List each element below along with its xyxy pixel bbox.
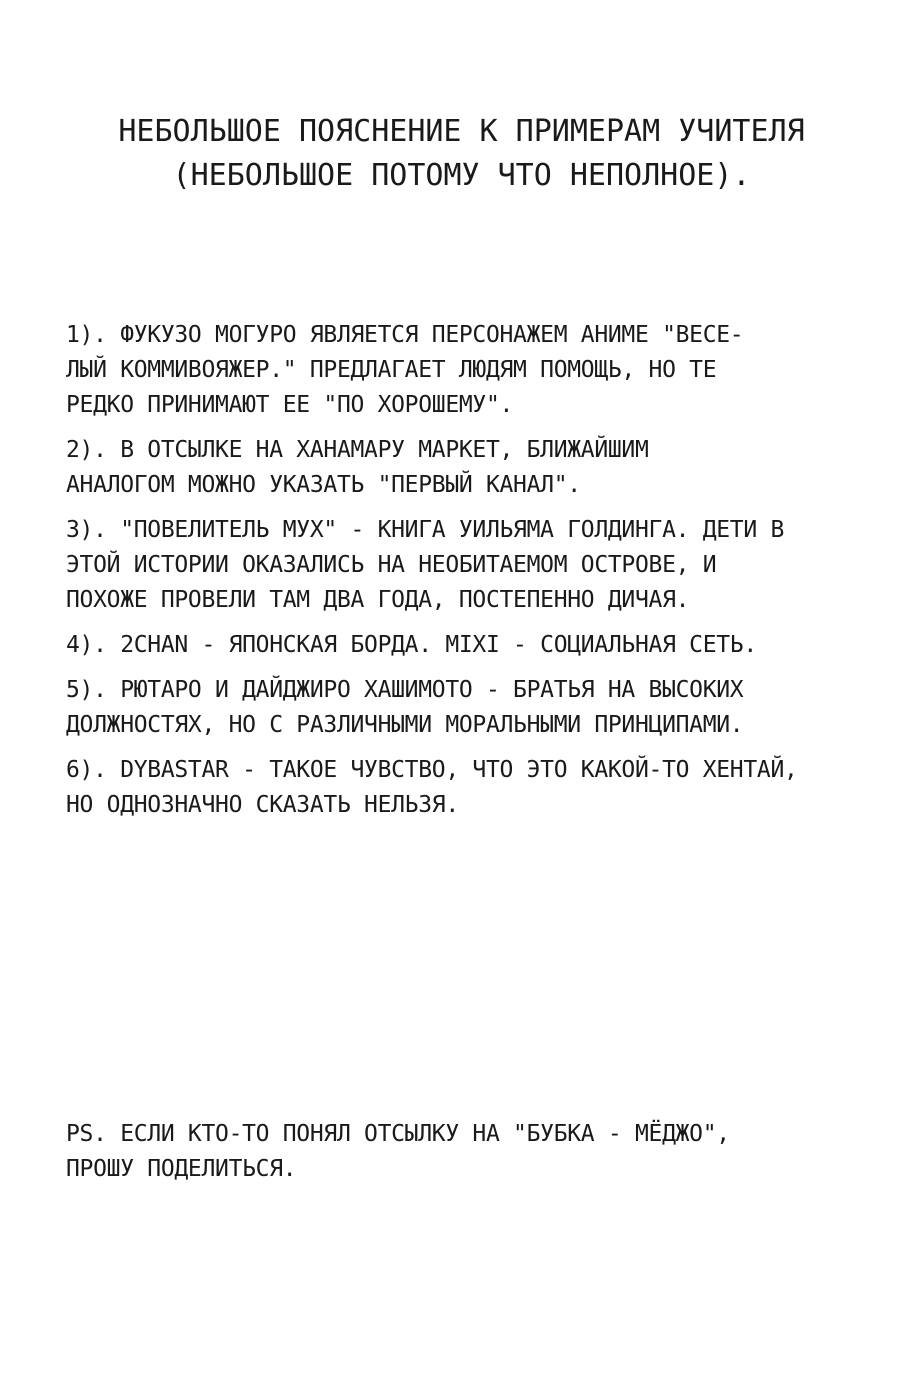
note-line: 1). ФУКУЗО МОГУРО ЯВЛЯЕТСЯ ПЕРСОНАЖЕМ АНИМЕ "ВЕСЕ- [66,322,744,348]
note-line: ПОХОЖЕ ПРОВЕЛИ ТАМ ДВА ГОДА, ПОСТЕПЕННО ДИЧАЯ. [66,587,690,613]
title-line-1: НЕБОЛЬШОЕ ПОЯСНЕНИЕ К ПРИМЕРАМ УЧИТЕЛЯ [118,114,805,149]
note-line: 6). DYBASTAR - ТАКОЕ ЧУВСТВО, ЧТО ЭТО КАКОЙ-ТО ХЕНТАЙ, [66,757,798,783]
note-2 [66,433,896,503]
note-3 [66,513,896,618]
note-line: АНАЛОГОМ МОЖНО УКАЗАТЬ "ПЕРВЫЙ КАНАЛ". [66,472,581,498]
note-5 [66,673,896,743]
note-line: 5). РЮТАРО И ДАЙДЖИРО ХАШИМОТО - БРАТЬЯ НА ВЫСОКИХ [66,677,744,703]
page-title [0,110,923,198]
note-line: 3). "ПОВЕЛИТЕЛЬ МУХ" - КНИГА УИЛЬЯМА ГОЛДИНГА. ДЕТИ В [66,517,785,543]
note-line: ЛЫЙ КОММИВОЯЖЕР." ПРЕДЛАГАЕТ ЛЮДЯМ ПОМОЩЬ, НО ТЕ [66,357,717,383]
note-line: 2). В ОТСЫЛКЕ НА ХАНАМАРУ МАРКЕТ, БЛИЖАЙШИМ [66,437,649,463]
ps-line: PS. ЕСЛИ КТО-ТО ПОНЯЛ ОТСЫЛКУ НА "БУБКА - МЁДЖО", [66,1121,730,1147]
notes-list [66,318,896,833]
ps-line: ПРОШУ ПОДЕЛИТЬСЯ. [66,1156,297,1182]
note-line: ДОЛЖНОСТЯХ, НО С РАЗЛИЧНЫМИ МОРАЛЬНЫМИ ПРИНЦИПАМИ. [66,712,744,738]
postscript [66,1117,896,1187]
note-line: ЭТОЙ ИСТОРИИ ОКАЗАЛИСЬ НА НЕОБИТАЕМОМ ОСТРОВЕ, И [66,552,717,578]
note-line: РЕДКО ПРИНИМАЮТ ЕЕ "ПО ХОРОШЕМУ". [66,392,514,418]
note-1 [66,318,896,423]
note-line: 4). 2CHAN - ЯПОНСКАЯ БОРДА. MIXI - СОЦИАЛЬНАЯ СЕТЬ. [66,632,757,658]
title-line-2: (НЕБОЛЬШОЕ ПОТОМУ ЧТО НЕПОЛНОЕ). [172,158,751,193]
note-6 [66,753,896,823]
note-4 [66,628,896,663]
note-line: НО ОДНОЗНАЧНО СКАЗАТЬ НЕЛЬЗЯ. [66,792,459,818]
